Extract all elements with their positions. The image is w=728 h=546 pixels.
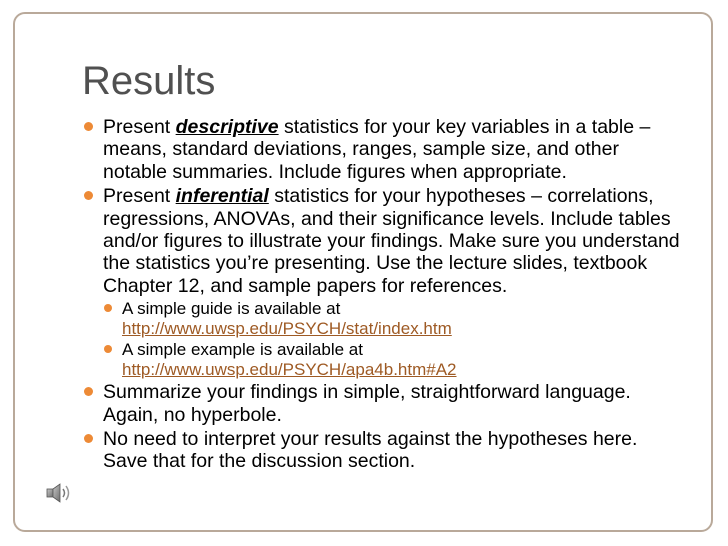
apa-example-link[interactable]: http://www.uwsp.edu/PSYCH/apa4b.htm#A2 (122, 360, 457, 380)
bullet-no-interpretation (84, 428, 684, 473)
bullet-text: No need to interpret your results against the hypotheses here. Save that for the discussion section. (103, 428, 638, 473)
bullet-text: Summarize your findings in simple, straightforward language. Again, no hyperbole. (103, 381, 631, 426)
sub-bullet-dot (104, 345, 112, 353)
speaker-icon[interactable] (45, 482, 73, 504)
subitem-example-text: A simple example is available at (122, 340, 363, 360)
stat-guide-link[interactable]: http://www.uwsp.edu/PSYCH/stat/index.htm (122, 319, 452, 339)
bullet-dot (84, 191, 93, 200)
bullet-summarize (84, 381, 684, 426)
bullet-text-post: statistics for your hypotheses – correlations, regressions, ANOVAs, and their significance levels. Include tables and/or figures to illustrate your findings. Make sure you understand the statistics you’re presenting. Use the lecture slides, textbook Chapter 12, and sample papers for references. (103, 185, 680, 297)
emphasis-inferential: inferential (175, 185, 269, 208)
subitem-guide (103, 299, 684, 339)
subitem-example (103, 340, 684, 380)
bullet-dot (84, 387, 93, 396)
emphasis-descriptive: descriptive (175, 116, 279, 138)
sub-bullet-dot (104, 304, 112, 312)
bullet-descriptive (84, 116, 684, 183)
bullet-inferential (84, 185, 684, 297)
bullet-dot (84, 122, 93, 131)
bullet-text-pre: Present (103, 116, 176, 138)
bullet-text-post: statistics for your key variables in a table – means, standard deviations, ranges, sample size, and other notable summaries. Include figures when appropriate. (103, 116, 651, 183)
bullet-text-pre: Present (103, 185, 176, 208)
slide-body (84, 116, 684, 475)
subitem-guide-text: A simple guide is available at (122, 299, 341, 319)
bullet-dot (84, 434, 93, 443)
slide-title: Results (82, 59, 216, 103)
